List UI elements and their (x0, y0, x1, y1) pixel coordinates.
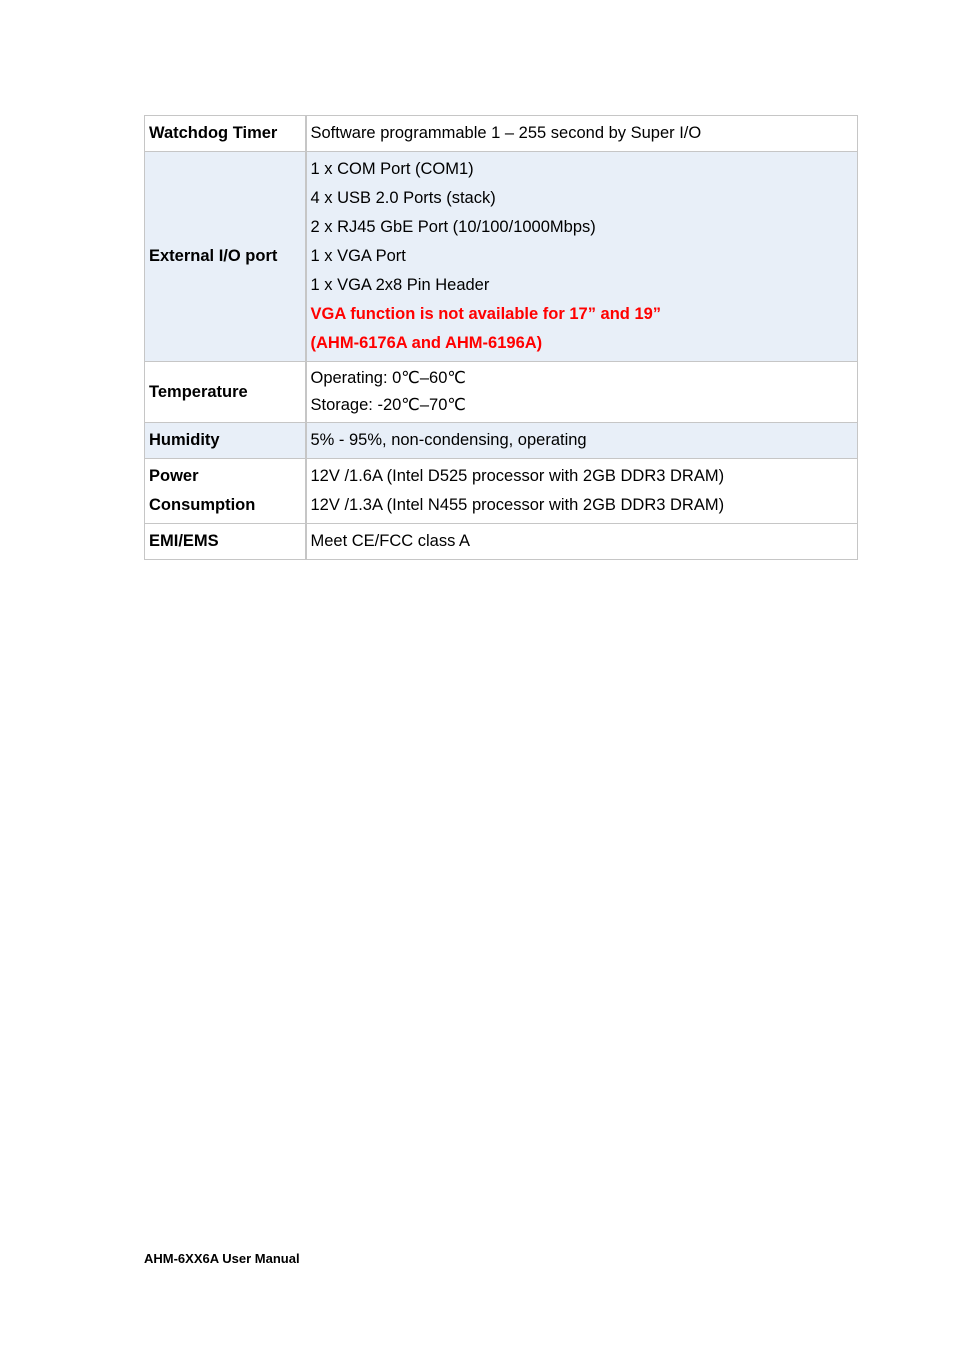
spec-value-line: 12V /1.3A (Intel N455 processor with 2GB DDR3 DRAM) (310, 496, 725, 514)
spec-value (306, 459, 858, 524)
spec-value-line: 1 x VGA 2x8 Pin Header (310, 276, 490, 294)
vga-warning-line: VGA function is not available for 17” and 19” (310, 305, 662, 323)
spec-table (144, 115, 858, 560)
spec-label (145, 459, 306, 524)
spec-label (145, 423, 306, 459)
spec-label (145, 524, 306, 560)
spec-value (306, 524, 858, 560)
spec-value-line: 12V /1.6A (Intel D525 processor with 2GB DDR3 DRAM) (310, 467, 725, 485)
spec-label-line: Temperature (149, 382, 248, 401)
spec-value (306, 116, 858, 152)
spec-label-line: Humidity (149, 431, 220, 449)
spec-label (145, 116, 306, 152)
spec-row-external-io-port (145, 152, 858, 362)
spec-value-line: Storage: -20℃–70℃ (310, 396, 466, 414)
spec-value-line: Operating: 0℃–60℃ (310, 369, 466, 387)
spec-label-line: Consumption (149, 496, 256, 514)
spec-value-line: Software programmable 1 – 255 second by Super I/O (310, 124, 702, 142)
spec-value (306, 362, 858, 423)
spec-value-line: Meet CE/FCC class A (310, 532, 471, 550)
spec-value-line: 1 x VGA Port (310, 247, 406, 265)
spec-label-line: Power (149, 467, 199, 485)
page-footer: AHM-6XX6A User Manual (144, 1251, 300, 1266)
spec-row-power-consumption (145, 459, 858, 524)
spec-row-humidity (145, 423, 858, 459)
spec-label (145, 362, 306, 423)
spec-value (306, 423, 858, 459)
spec-row-emi-ems (145, 524, 858, 560)
spec-value-line: 1 x COM Port (COM1) (310, 160, 474, 178)
spec-label-line: EMI/EMS (149, 532, 219, 550)
spec-value-line: 2 x RJ45 GbE Port (10/100/1000Mbps) (310, 218, 596, 236)
spec-value-line: 4 x USB 2.0 Ports (stack) (310, 189, 496, 207)
spec-label-line: External I/O port (149, 247, 278, 265)
spec-label-line: Watchdog Timer (149, 124, 278, 142)
spec-value (306, 152, 858, 362)
spec-value-line: 5% - 95%, non-condensing, operating (310, 431, 587, 449)
spec-row-watchdog-timer (145, 116, 858, 152)
spec-row-temperature (145, 362, 858, 423)
vga-warning-models-line: (AHM-6176A and AHM-6196A) (310, 334, 543, 352)
spec-label (145, 152, 306, 362)
